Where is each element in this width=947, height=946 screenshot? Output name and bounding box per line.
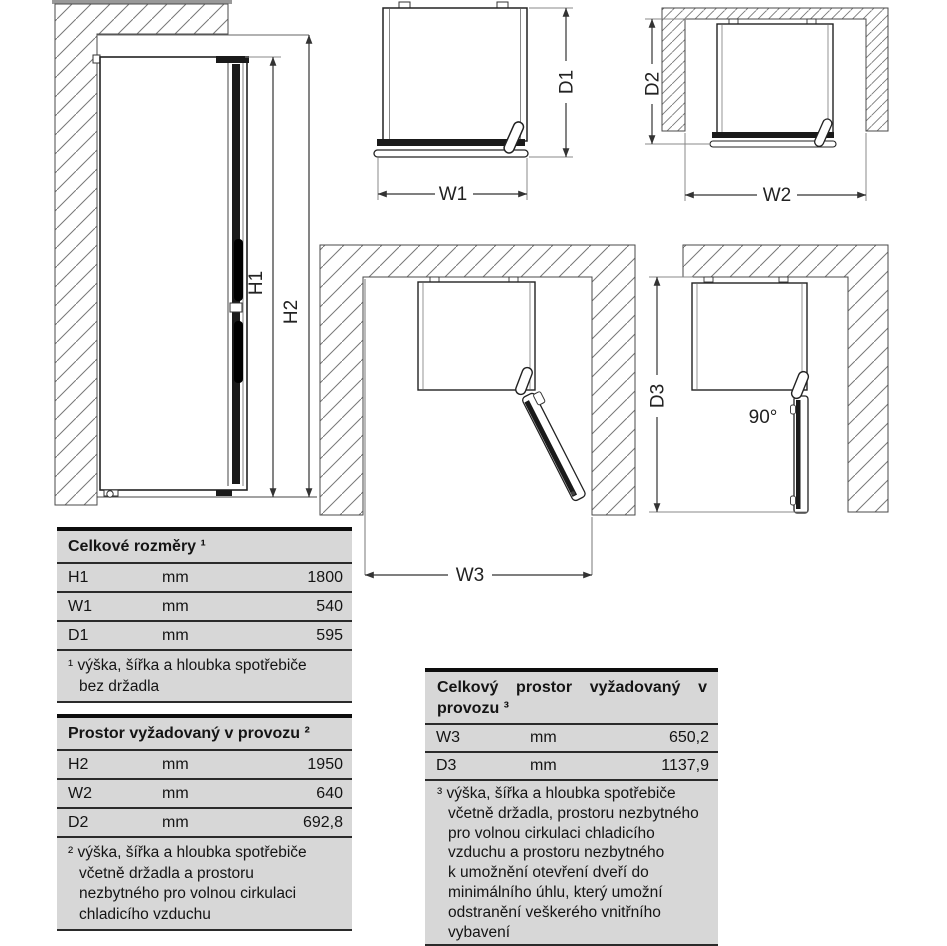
- table-footnote: [425, 779, 718, 944]
- dim-label-h1: H1: [246, 270, 267, 296]
- dim-label-h2: H2: [281, 299, 302, 325]
- dim-label-d1: D1: [556, 69, 578, 95]
- door-handle: [234, 321, 243, 383]
- top-view-diagram: [374, 2, 578, 205]
- table-row: [57, 562, 352, 591]
- door-gap-bracket: [230, 303, 242, 312]
- table-title: Celkové rozměry ¹: [68, 538, 206, 555]
- dim-cell: W3: [436, 729, 460, 746]
- unit-cell: mm: [530, 729, 557, 746]
- value-cell: 640: [316, 784, 343, 802]
- open-door-top-view-diagram: [320, 245, 635, 586]
- table-row: [425, 723, 718, 751]
- hinge-tab: [807, 19, 816, 24]
- footnote-line: včetně držadla, prostoru nezbytného: [448, 804, 699, 822]
- table-row: [57, 591, 352, 620]
- unit-cell: mm: [162, 626, 189, 644]
- dim-cell: D2: [68, 813, 89, 831]
- unit-cell: mm: [162, 597, 189, 615]
- table-footnote: [57, 836, 352, 929]
- dim-cell: W2: [68, 784, 92, 802]
- door-handle: [791, 405, 796, 414]
- unit-cell: mm: [162, 755, 189, 773]
- footnote-line: ³ výška, šířka a hloubka spotřebiče: [437, 785, 676, 802]
- fridge-door: [377, 139, 525, 146]
- footnote-line: odstranění veškerého vnitřního: [448, 903, 661, 921]
- dim-cell: H1: [68, 568, 89, 586]
- hinge-tab: [430, 277, 439, 282]
- footnote-line: včetně držadla a prostoru: [79, 864, 254, 882]
- footnote-line: nezbytného pro volnou cirkulaci: [79, 885, 297, 902]
- dim-label-d2: D2: [642, 71, 664, 97]
- footnote-line: pro volnou cirkulaci chladicího: [448, 824, 655, 842]
- dim-label-d3: D3: [647, 383, 669, 409]
- footnote-line: ¹ výška, šířka a hloubka spotřebiče: [68, 657, 307, 674]
- fridge-body: [692, 283, 807, 390]
- hinge-tab: [399, 2, 410, 8]
- value-cell: 1950: [307, 755, 343, 773]
- dim-cell: D1: [68, 626, 89, 644]
- footnote-line: ² výška, šířka a hloubka spotřebiče: [68, 844, 307, 861]
- hinge-tab: [779, 277, 788, 282]
- dim-cell: H2: [68, 755, 89, 773]
- footnote-line: chladicího vzduchu: [79, 905, 211, 923]
- footnote-line: vzduchu a prostoru nezbytného: [448, 844, 665, 862]
- door-angle-label: 90°: [748, 407, 778, 428]
- value-cell: 1137,9: [661, 757, 709, 774]
- dim-cell: D3: [436, 757, 457, 774]
- spec-table-space-in-operation: [57, 714, 352, 931]
- unit-cell: mm: [162, 568, 189, 586]
- hinge-tab: [509, 277, 518, 282]
- table-row: [57, 749, 352, 778]
- wall-spacer: [93, 55, 100, 63]
- unit-cell: mm: [162, 813, 189, 831]
- footnote-line: bez držadla: [79, 677, 160, 695]
- unit-cell: mm: [530, 757, 557, 774]
- footnote-line: vybavení: [448, 923, 511, 941]
- fridge-body: [418, 282, 535, 390]
- side-view-diagram: [52, 0, 317, 505]
- caster-wheel: [107, 491, 113, 497]
- door-handle: [791, 496, 796, 505]
- alcove-top-view-diagram: [643, 8, 889, 206]
- value-cell: 650,2: [668, 729, 709, 746]
- hinge-tab: [704, 277, 713, 282]
- value-cell: 692,8: [302, 813, 343, 831]
- corner-90deg-top-view-diagram: [647, 245, 888, 513]
- hinge-tab: [497, 2, 508, 8]
- footnote-line: k umožnění otevření dveří do: [448, 864, 649, 882]
- spec-table-overall-dimensions: [57, 527, 352, 703]
- table-title: Prostor vyžadovaný v provozu ²: [68, 725, 310, 742]
- value-cell: 1800: [307, 568, 343, 586]
- dim-label-w2: W2: [762, 185, 792, 206]
- rear-foot: [216, 490, 232, 496]
- open-door: [521, 389, 591, 501]
- fridge-body: [100, 57, 247, 490]
- spec-table-total-space-in-operation: [425, 668, 718, 946]
- table-row: [57, 778, 352, 807]
- table-row: [57, 620, 352, 649]
- fridge-body: [717, 24, 833, 134]
- hinge-tab: [729, 19, 738, 24]
- dim-label-w1: W1: [438, 184, 468, 205]
- top-hinge-cover: [216, 56, 249, 63]
- fridge-body: [383, 8, 527, 141]
- dim-cell: W1: [68, 597, 92, 615]
- table-row: [57, 807, 352, 836]
- footnote-line: minimálního úhlu, který umožní: [448, 883, 663, 901]
- table-title: Celkový prostor vyžadovaný v provozu ³: [437, 679, 707, 717]
- table-footnote: [57, 649, 352, 701]
- unit-cell: mm: [162, 784, 189, 802]
- value-cell: 540: [316, 597, 343, 615]
- door-handle: [234, 239, 243, 301]
- dim-label-w3: W3: [455, 565, 485, 586]
- value-cell: 595: [316, 626, 343, 644]
- wall-top-cap: [52, 0, 232, 4]
- table-row: [425, 751, 718, 779]
